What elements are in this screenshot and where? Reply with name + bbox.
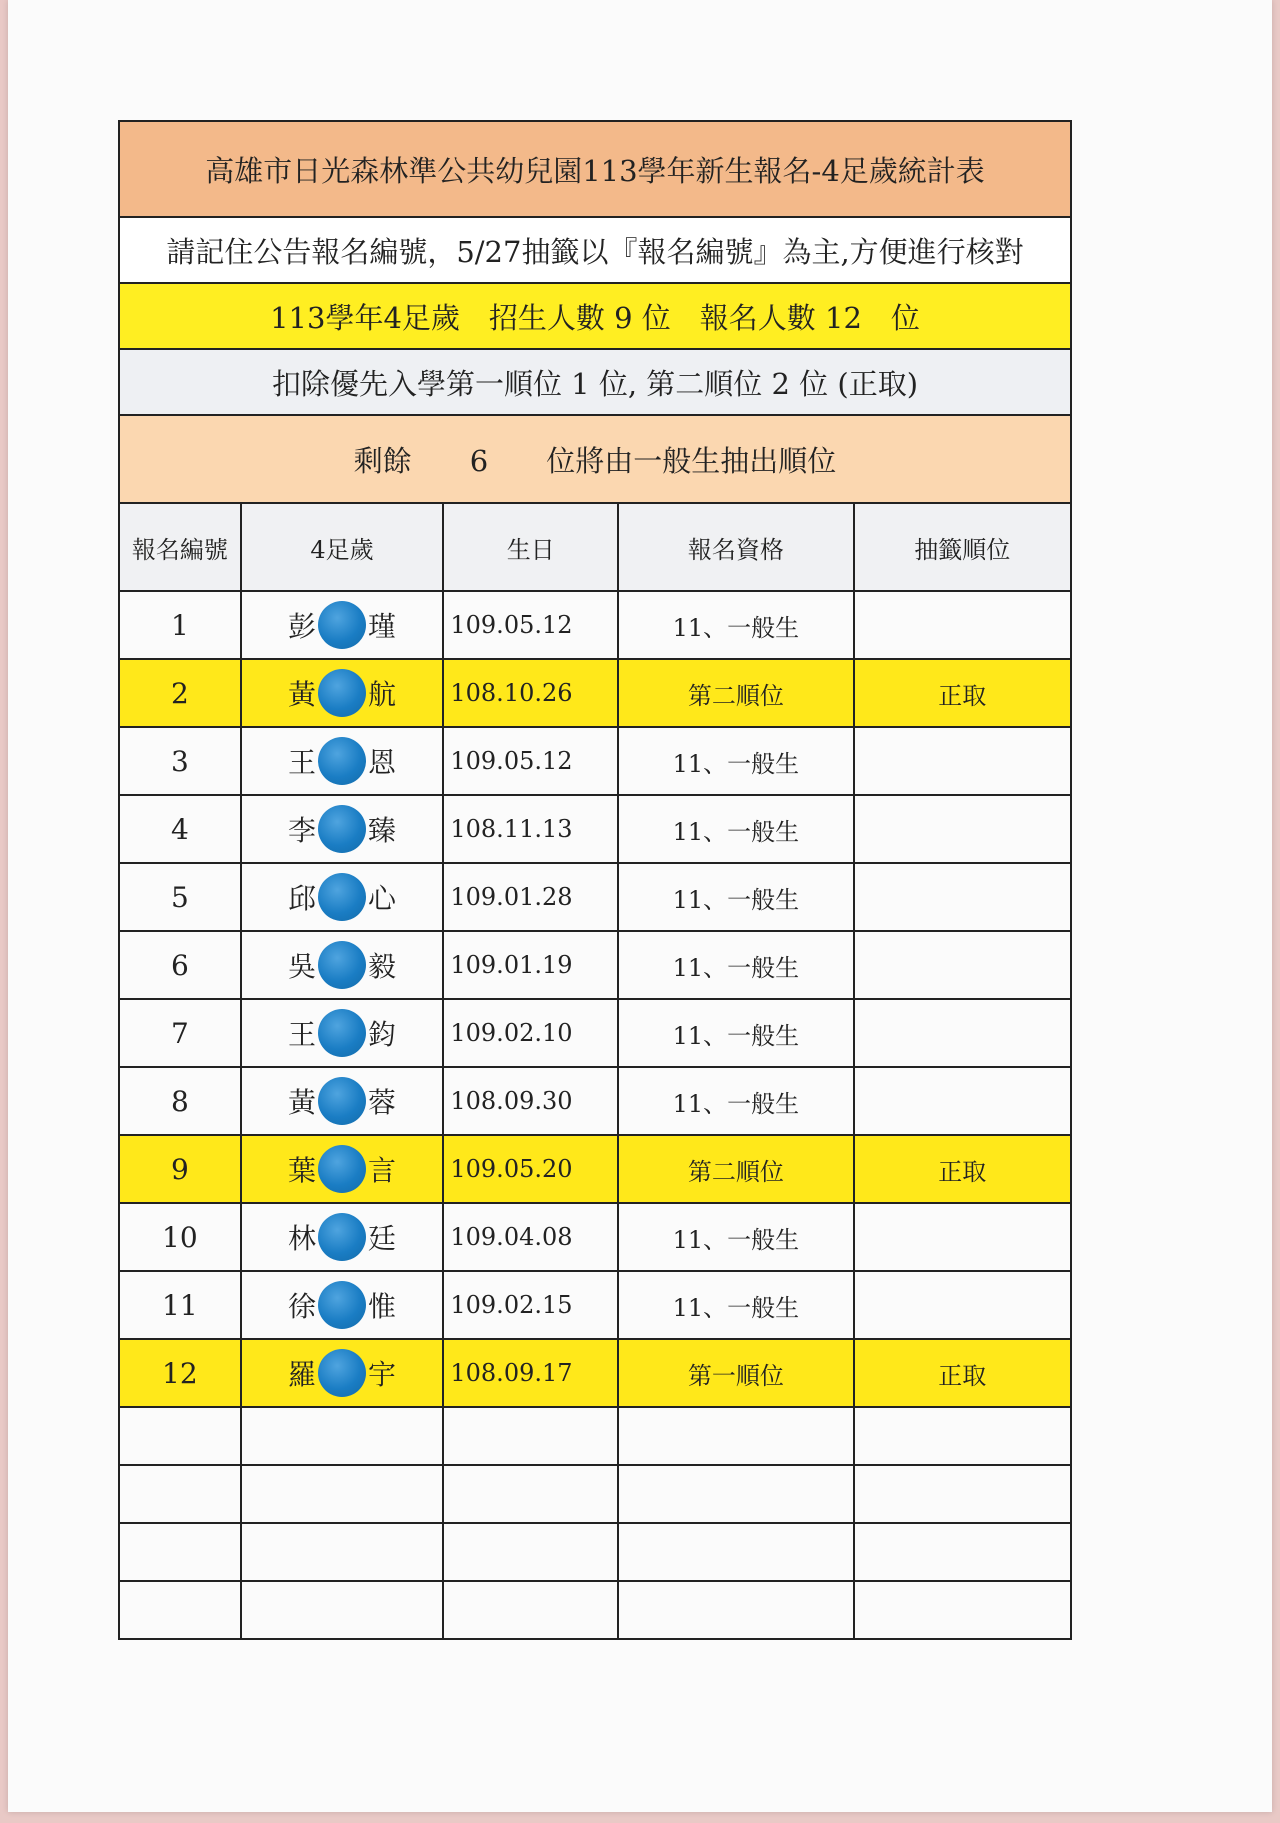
cell-name [241,591,444,659]
cell-name [241,1135,444,1203]
cell-lottery [854,591,1071,659]
redaction-dot-icon [318,1009,366,1057]
name-given: 航 [368,678,397,711]
cell-qualification: 11、一般生 [618,863,853,931]
cell-lottery [854,931,1071,999]
redaction-dot-icon [318,601,366,649]
blank-cell [443,1407,618,1465]
cell-qualification: 11、一般生 [618,1271,853,1339]
redaction-dot-icon [318,737,366,785]
cell-birthday: 108.10.26 [443,659,618,727]
cell-name [241,659,444,727]
blank-cell [854,1523,1071,1581]
remaining-summary [119,415,1071,503]
blank-cell [119,1465,241,1523]
cell-number: 1 [119,591,241,659]
remaining-note: 位將由一般生抽出順位 [546,443,837,478]
cell-name [241,1067,444,1135]
blank-cell [241,1465,444,1523]
cell-number: 6 [119,931,241,999]
cell-lottery: 正取 [854,1339,1071,1407]
name-given: 臻 [368,814,397,847]
cell-qualification: 第二順位 [618,1135,853,1203]
cell-number: 3 [119,727,241,795]
cell-number: 4 [119,795,241,863]
cell-qualification: 11、一般生 [618,931,853,999]
cell-qualification: 11、一般生 [618,727,853,795]
blank-row [119,1465,1071,1523]
cell-name [241,1271,444,1339]
cell-birthday: 109.05.12 [443,591,618,659]
blank-cell [854,1407,1071,1465]
column-header-number: 報名編號 [119,503,241,591]
cell-qualification: 11、一般生 [618,999,853,1067]
name-given: 瑾 [368,610,397,643]
column-header-birthday: 生日 [443,503,618,591]
document-page [8,0,1272,1812]
cell-name [241,931,444,999]
cell-birthday: 109.05.12 [443,727,618,795]
quota-summary: 113學年4足歲 招生人數 9 位 報名人數 12 位 [119,283,1071,349]
table-row [119,1271,1071,1339]
column-header-row [119,503,1071,591]
blank-cell [618,1581,853,1639]
blank-cell [119,1581,241,1639]
cell-name [241,795,444,863]
name-given: 惟 [368,1290,397,1323]
cell-qualification: 第二順位 [618,659,853,727]
name-surname: 李 [288,814,317,847]
cell-number: 11 [119,1271,241,1339]
cell-name [241,999,444,1067]
blank-cell [618,1523,853,1581]
table-row [119,931,1071,999]
priority-deduction: 扣除優先入學第一順位 1 位, 第二順位 2 位 (正取) [119,349,1071,415]
cell-lottery: 正取 [854,1135,1071,1203]
cell-qualification: 11、一般生 [618,795,853,863]
remaining-label: 剩餘 [353,443,412,478]
name-surname: 王 [288,1018,317,1051]
cell-name [241,727,444,795]
cell-birthday: 109.05.20 [443,1135,618,1203]
cell-number: 9 [119,1135,241,1203]
cell-name [241,1203,444,1271]
cell-qualification: 11、一般生 [618,1203,853,1271]
blank-cell [443,1465,618,1523]
notice-text: 請記住公告報名編號，5/27抽籤以『報名編號』為主,方便進行核對 [119,217,1071,283]
blank-cell [854,1465,1071,1523]
blank-cell [119,1523,241,1581]
cell-lottery [854,1067,1071,1135]
cell-birthday: 109.01.28 [443,863,618,931]
table-row [119,1203,1071,1271]
name-surname: 葉 [288,1154,317,1187]
cell-lottery [854,1271,1071,1339]
cell-number: 7 [119,999,241,1067]
table-row [119,999,1071,1067]
cell-birthday: 108.09.17 [443,1339,618,1407]
table-row [119,863,1071,931]
redaction-dot-icon [318,805,366,853]
cell-lottery [854,999,1071,1067]
name-surname: 邱 [288,882,317,915]
name-given: 恩 [368,746,397,779]
table-row [119,659,1071,727]
name-surname: 彭 [288,610,317,643]
blank-cell [119,1407,241,1465]
table-row [119,1067,1071,1135]
cell-birthday: 108.11.13 [443,795,618,863]
cell-number: 10 [119,1203,241,1271]
name-surname: 林 [288,1222,317,1255]
blank-row [119,1407,1071,1465]
cell-lottery: 正取 [854,659,1071,727]
blank-cell [443,1581,618,1639]
table-row [119,1339,1071,1407]
cell-number: 5 [119,863,241,931]
name-surname: 黃 [288,678,317,711]
blank-row [119,1581,1071,1639]
redaction-dot-icon [318,941,366,989]
cell-birthday: 108.09.30 [443,1067,618,1135]
cell-lottery [854,795,1071,863]
redaction-dot-icon [318,1281,366,1329]
name-given: 言 [368,1154,397,1187]
remaining-count: 6 [469,443,489,478]
name-surname: 吳 [288,950,317,983]
table-title: 高雄市日光森林準公共幼兒園113學年新生報名-4足歲統計表 [119,121,1071,217]
name-given: 宇 [368,1358,397,1391]
cell-birthday: 109.02.10 [443,999,618,1067]
enrollment-table [118,120,1072,1640]
cell-birthday: 109.02.15 [443,1271,618,1339]
blank-cell [443,1523,618,1581]
blank-cell [241,1581,444,1639]
redaction-dot-icon [318,1145,366,1193]
blank-row [119,1523,1071,1581]
redaction-dot-icon [318,1077,366,1125]
cell-name [241,1339,444,1407]
blank-cell [241,1523,444,1581]
name-surname: 徐 [288,1290,317,1323]
name-given: 鈞 [368,1018,397,1051]
name-surname: 羅 [288,1358,317,1391]
cell-number: 2 [119,659,241,727]
name-given: 廷 [368,1222,397,1255]
name-given: 毅 [368,950,397,983]
blank-cell [618,1407,853,1465]
cell-name [241,863,444,931]
cell-birthday: 109.01.19 [443,931,618,999]
blank-cell [854,1581,1071,1639]
table-row [119,727,1071,795]
table-row [119,1135,1071,1203]
cell-lottery [854,863,1071,931]
name-surname: 王 [288,746,317,779]
name-surname: 黃 [288,1086,317,1119]
cell-number: 12 [119,1339,241,1407]
cell-number: 8 [119,1067,241,1135]
column-header-name: 4足歲 [241,503,444,591]
cell-qualification: 11、一般生 [618,591,853,659]
name-given: 蓉 [368,1086,397,1119]
cell-lottery [854,727,1071,795]
cell-qualification: 第一順位 [618,1339,853,1407]
column-header-qualification: 報名資格 [618,503,853,591]
column-header-lottery: 抽籤順位 [854,503,1071,591]
cell-lottery [854,1203,1071,1271]
redaction-dot-icon [318,669,366,717]
table-row [119,591,1071,659]
blank-cell [241,1407,444,1465]
blank-cell [618,1465,853,1523]
cell-qualification: 11、一般生 [618,1067,853,1135]
name-given: 心 [368,882,397,915]
redaction-dot-icon [318,1349,366,1397]
table-row [119,795,1071,863]
redaction-dot-icon [318,873,366,921]
cell-birthday: 109.04.08 [443,1203,618,1271]
redaction-dot-icon [318,1213,366,1261]
